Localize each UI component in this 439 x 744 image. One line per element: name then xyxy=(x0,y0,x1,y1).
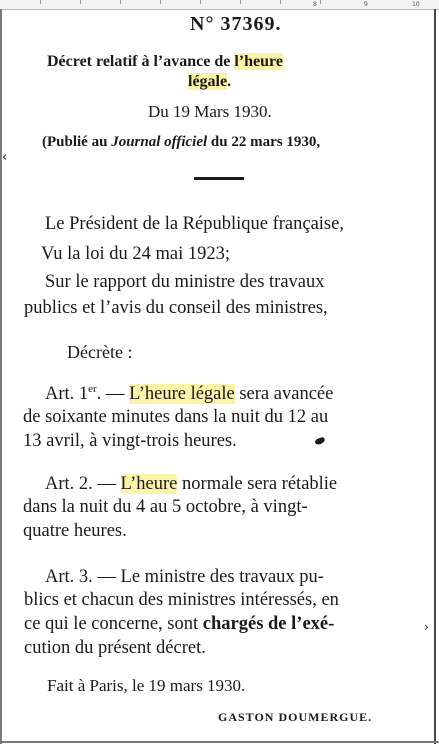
page-border-bottom xyxy=(0,741,439,743)
publication-note xyxy=(42,134,320,151)
article-1-line-1 xyxy=(45,383,333,405)
article-2-lead: Art. 2. — xyxy=(45,474,121,494)
top-ruler xyxy=(0,0,439,10)
sur-clause-line-2: publics et l’avis du conseil des ministres, xyxy=(24,298,328,318)
article-2-rest: normale sera rétablie xyxy=(177,474,338,494)
article-1-highlight: L’heure légale xyxy=(129,384,235,405)
article-1-line-2: de soixante minutes dans la nuit du 12 au xyxy=(23,407,329,427)
decree-title-line-2 xyxy=(188,73,231,91)
page-border-right xyxy=(434,9,436,744)
ruler-number: 9 xyxy=(364,1,368,8)
journal-name: Journal officiel xyxy=(111,134,208,150)
caret-mark-icon: › xyxy=(424,620,429,634)
decrete-heading: Décrète : xyxy=(67,342,133,362)
preamble: Le Président de la République française, xyxy=(45,214,344,234)
section-divider xyxy=(194,177,244,180)
article-1-rest: sera avancée xyxy=(234,384,334,405)
publication-text: (Publié au xyxy=(42,134,112,150)
decree-title-text: . xyxy=(227,73,232,90)
article-1-superscript: er xyxy=(88,383,97,395)
article-2-line-2: dans la nuit du 4 au 5 octobre, à vingt- xyxy=(23,497,308,517)
ruler-number: 10 xyxy=(412,1,420,8)
article-1-line-3: 13 avril, à vingt-trois heures. xyxy=(23,431,237,451)
decree-title-highlight: légale xyxy=(188,73,228,90)
article-3-line-3 xyxy=(24,614,334,635)
sur-clause-line-1: Sur le rapport du ministre des travaux xyxy=(45,272,325,292)
decree-title-line-1 xyxy=(47,53,283,71)
article-1-dash: . — xyxy=(96,384,130,405)
article-2-line-1 xyxy=(45,474,337,495)
ruler-number: 8 xyxy=(313,1,317,8)
article-3-line-2: blics et chacun des ministres intéressés, en xyxy=(24,590,339,610)
decree-date: Du 19 Mars 1930. xyxy=(148,102,272,121)
article-3-bold-text: chargés de l’exé- xyxy=(202,614,335,634)
article-3-line-4: cution du présent décret. xyxy=(24,638,206,658)
article-1-lead: Art. 1 xyxy=(45,384,89,405)
decree-title-highlight: l’heure xyxy=(234,53,283,70)
article-2-line-3: quatre heures. xyxy=(23,521,127,541)
vu-clause: Vu la loi du 24 mai 1923; xyxy=(41,244,231,264)
article-3-line-1: Art. 3. — Le ministre des travaux pu- xyxy=(45,567,324,587)
page-border-left xyxy=(0,9,2,744)
signature: GASTON DOUMERGUE. xyxy=(218,710,373,724)
decree-number: N° 37369. xyxy=(190,13,282,35)
article-2-highlight: L’heure xyxy=(120,474,178,494)
publication-text: du 22 mars 1930, xyxy=(207,134,321,150)
closing-line: Fait à Paris, le 19 mars 1930. xyxy=(47,676,246,695)
ink-blot xyxy=(314,436,325,445)
caret-mark-icon: ‹ xyxy=(2,150,8,165)
decree-title-text: Décret relatif à l’avance de xyxy=(47,53,235,70)
article-3-text: ce qui le concerne, sont xyxy=(24,614,203,634)
